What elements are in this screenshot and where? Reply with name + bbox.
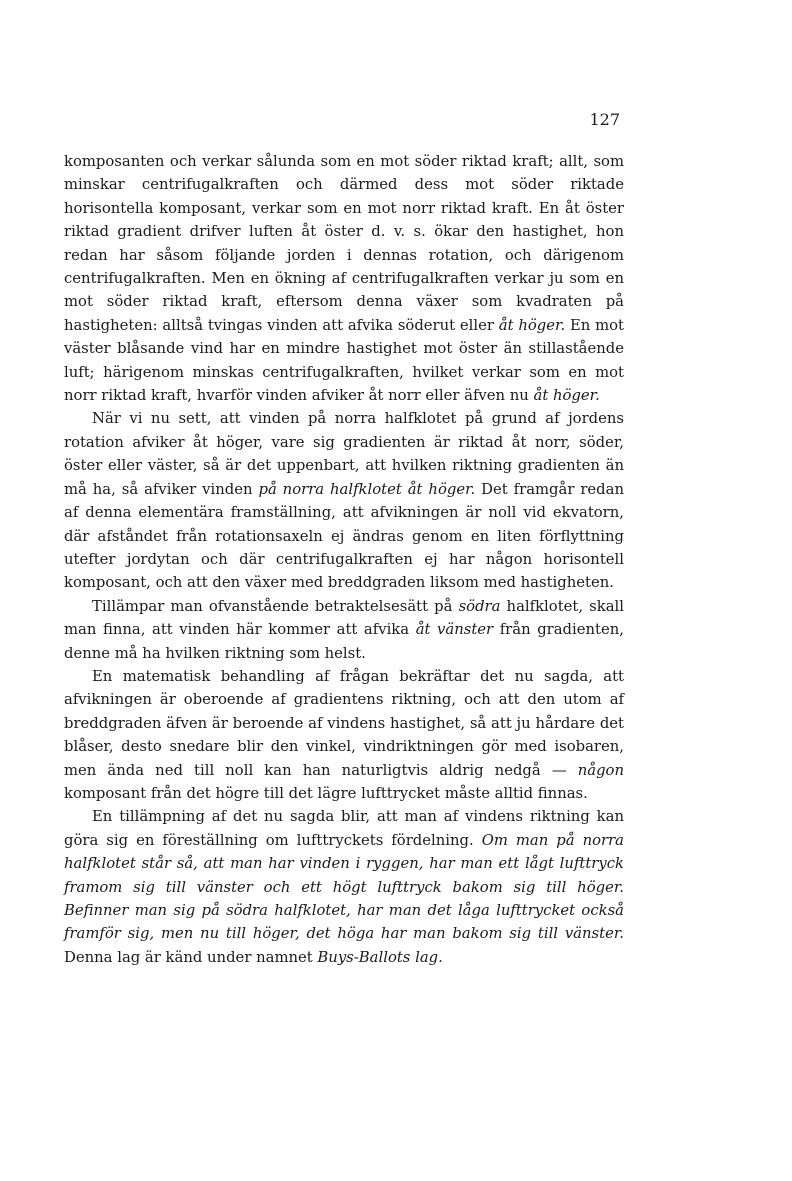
text-segment: En tillämpning af det nu sagda blir, att man af vindens riktning kan göra sig en föreställning om lufttryckets fördelning. bbox=[64, 808, 624, 849]
italic-text-segment: på norra halfklotet åt höger. bbox=[258, 480, 476, 498]
italic-text-segment: åt höger. bbox=[533, 387, 600, 405]
italic-text-segment: någon bbox=[577, 761, 624, 779]
text-segment: komposant från det högre till det lägre lufttrycket måste alltid finnas. bbox=[64, 784, 588, 802]
paragraph bbox=[64, 407, 624, 594]
italic-text-segment: södra bbox=[458, 597, 501, 615]
text-segment: En mot väster blåsande vind har en mindre hastighet mot öster än stillastående luft; härigenom minskas centrifugalkraften, hvilket verkar som en mot norr riktad kraft, hvarför vinden afviker åt norr eller äfven nu bbox=[64, 316, 625, 405]
paragraph bbox=[64, 665, 624, 805]
text-segment: Det framgår redan af denna elementära framställning, att afvikningen är noll vid ekvatorn, där afståndet från rotationsaxeln ej ändras genom en liten förflyttning utefter jordytan och där centrifugalkraften ej har någon horisontell komposant, och att den växer med breddgraden liksom med hastigheten. bbox=[64, 480, 624, 592]
italic-text-segment: Buys-Ballots lag. bbox=[317, 948, 443, 966]
italic-text-segment: Om man på norra halfklotet står så, att man har vinden i ryggen, har man ett lågt lufttryck framom sig till vänster och ett högt lufttryck bakom sig till höger. Befinner man sig på södra halfklotet, har man det låga lufttrycket också framför sig, men nu till höger, det höga har man bakom sig till vänster. bbox=[64, 831, 625, 943]
page-number: 127 bbox=[589, 110, 620, 129]
text-segment: från gradienten, denne må ha hvilken riktning som helst. bbox=[64, 621, 624, 662]
text-segment: komposanten och verkar sålunda som en mot söder riktad kraft; allt, som minskar centrifugalkraften och därmed dess mot söder riktade horisontella komposant, verkar som en mot norr riktad kraft. En åt öster riktad gradient drifver luften åt öster d. v. s. ökar den hastighet, hon redan har såsom följande jorden i dennas rotation, och därigenom centrifugalkraften. Men en ökning af centrifugalkraften verkar ju som en mot söder riktad kraft, eftersom denna växer som kvadraten på hastigheten: alltså tvingas vinden att afvika söderut eller bbox=[64, 153, 624, 334]
text-segment: Denna lag är känd under namnet bbox=[64, 948, 318, 966]
italic-text-segment: åt vänster bbox=[415, 621, 494, 639]
italic-text-segment: åt höger. bbox=[498, 316, 566, 334]
text-segment: halfklotet, skall man finna, att vinden här kommer att afvika bbox=[64, 597, 624, 639]
paragraph bbox=[64, 805, 624, 969]
paragraph bbox=[64, 595, 624, 665]
paragraph bbox=[64, 150, 624, 407]
body-text bbox=[64, 150, 624, 969]
text-segment: En matematisk behandling af frågan bekräftar det nu sagda, att afvikningen är oberoende af gradientens riktning, och att den utom af breddgraden äfven är beroende af vindens hastighet, så att ju hårdare det blåser, desto snedare blir den vinkel, vindriktningen gör med isobaren, men ända ned till noll kan han naturligtvis aldrig nedgå — bbox=[64, 667, 624, 779]
text-segment: När vi nu sett, att vinden på norra halfklotet på grund af jordens rotation afviker åt höger, vare sig gradienten är riktad åt norr, söder, öster eller väster, så är det uppenbart, att hvilken riktning gradienten än må ha, så afviker vinden bbox=[64, 410, 624, 498]
text-segment: Tillämpar man ofvanstående betraktelsesätt på bbox=[92, 597, 459, 615]
